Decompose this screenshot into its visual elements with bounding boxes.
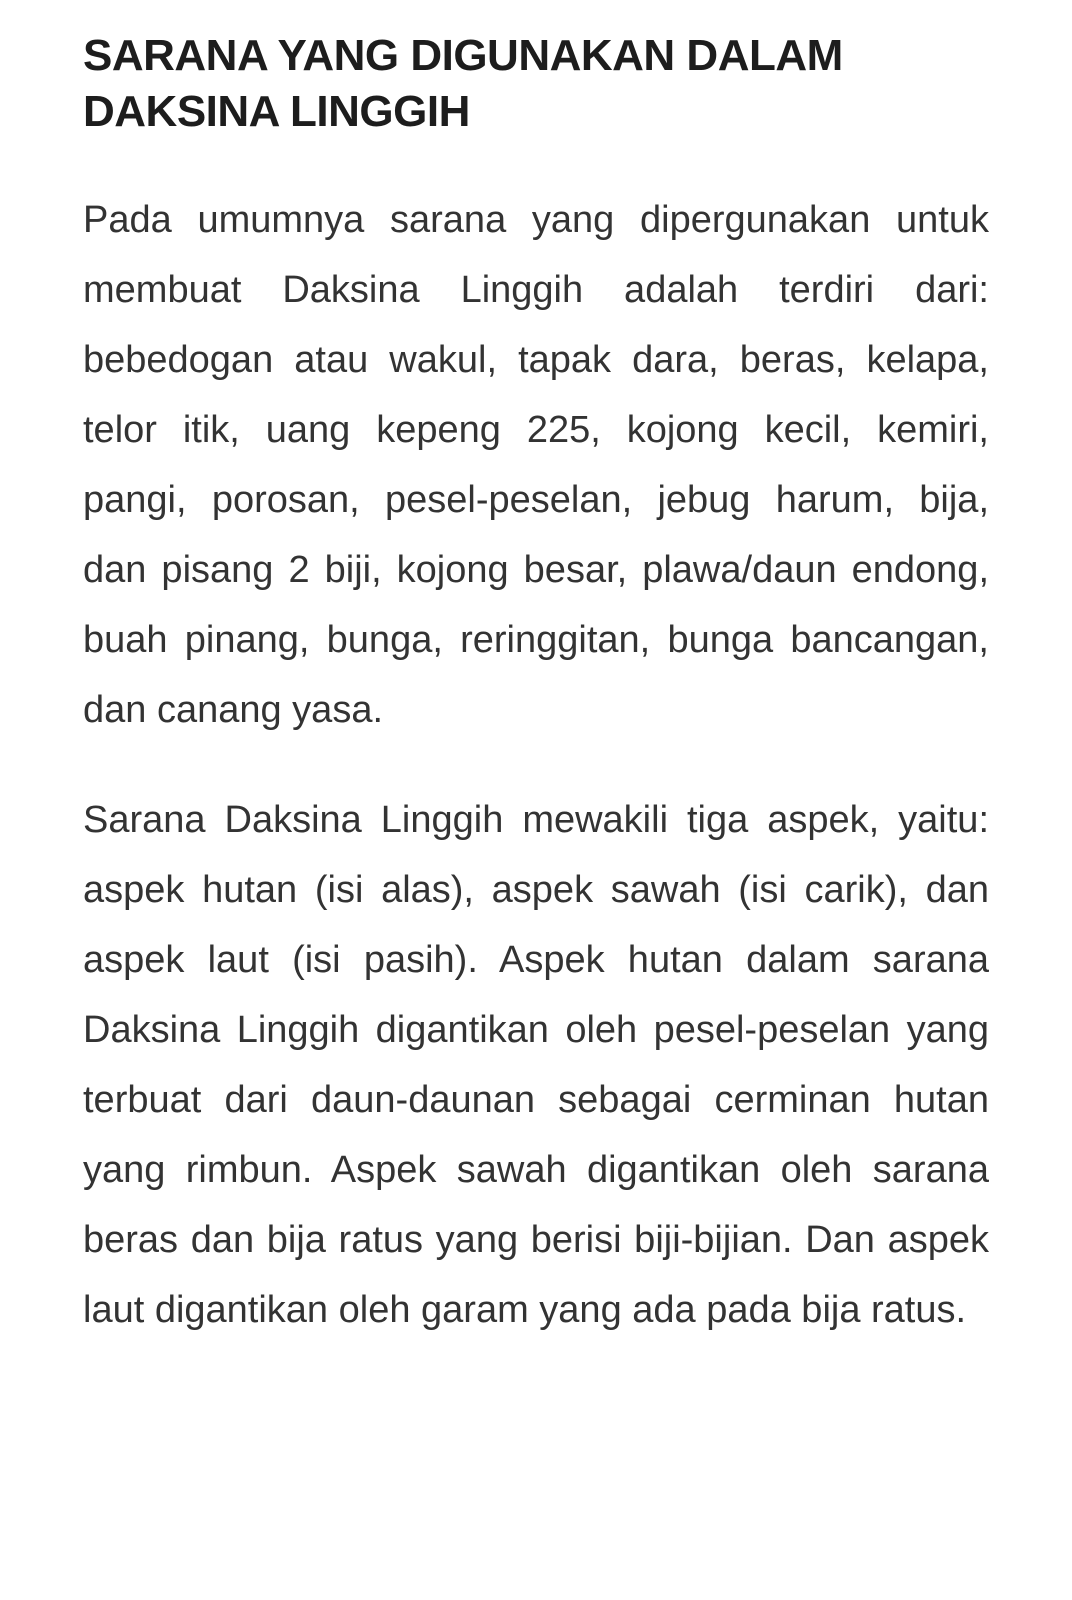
article — [83, 28, 989, 1345]
article-title — [83, 28, 989, 140]
article-title-line-2: DAKSINA LINGGIH — [83, 87, 470, 136]
paragraph-tiga-aspek: Sarana Daksina Linggih mewakili tiga aspek, yaitu: aspek hutan (isi alas), aspek sawah (isi carik), dan aspek laut (isi pasih). Aspek hutan dalam sarana Daksina Linggih digantikan oleh pesel-peselan yang terbuat dari daun-daunan sebagai cerminan hutan yang rimbun. Aspek sawah digantikan oleh sarana beras dan bija ratus yang berisi biji-bijian. Dan aspek laut digantikan oleh garam yang ada pada bija ratus. — [83, 799, 989, 1331]
paragraph-sarana-list: Pada umumnya sarana yang dipergunakan untuk membuat Daksina Linggih adalah terdiri dari: bebedogan atau wakul, tapak dara, beras, kelapa, telor itik, uang kepeng 225, kojong kecil, kemiri, pangi, porosan, pesel-peselan, jebug harum, bija, dan pisang 2 biji, kojong besar, plawa/daun endong, buah pinang, bunga, reringgitan, bunga bancangan, dan canang yasa. — [83, 199, 989, 731]
article-title-line-1: SARANA YANG DIGUNAKAN DALAM — [83, 31, 843, 80]
